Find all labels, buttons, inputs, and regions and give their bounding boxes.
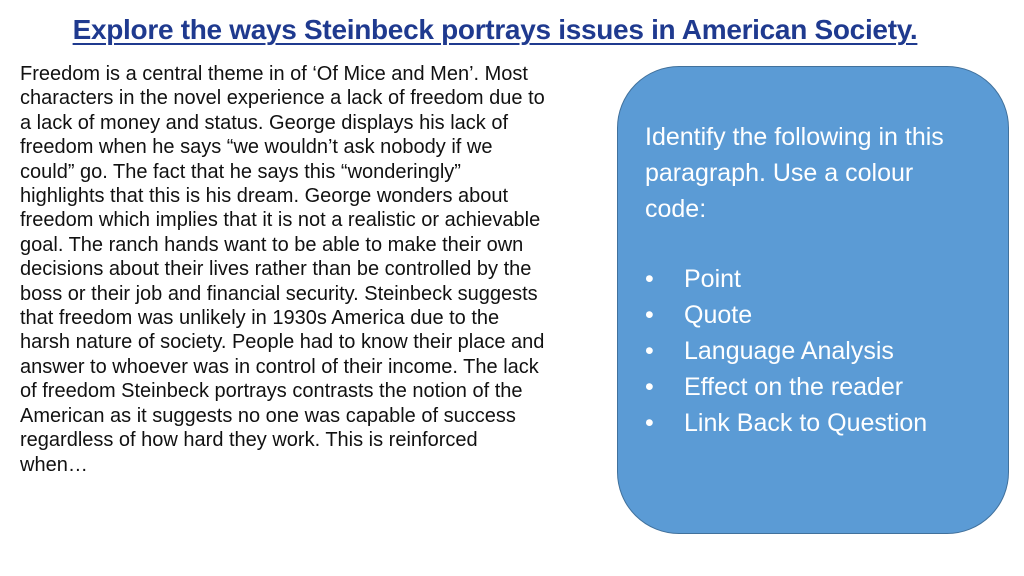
- colour-code-list: [645, 261, 927, 441]
- page-title: Explore the ways Steinbeck portrays issues in American Society.: [72, 14, 918, 45]
- list-item-label: Effect on the reader: [684, 373, 904, 401]
- list-item-label: Language Analysis: [684, 337, 894, 365]
- list-item-label: Link Back to Question: [684, 409, 928, 437]
- list-item-label: Point: [684, 265, 741, 293]
- callout-instruction: Identify the following in this paragraph. Use a colour code:: [645, 123, 944, 223]
- list-item-language-analysis: [645, 333, 927, 369]
- list-item-point: [645, 261, 927, 297]
- bullet-icon: •: [645, 265, 654, 293]
- task-callout-box: [617, 66, 1009, 534]
- list-item-link-back: [645, 405, 927, 441]
- bullet-icon: •: [645, 409, 654, 437]
- bullet-icon: •: [645, 301, 654, 329]
- list-item-label: Quote: [684, 301, 753, 329]
- list-item-effect-on-reader: [645, 369, 927, 405]
- bullet-icon: •: [645, 373, 654, 401]
- list-item-quote: [645, 297, 927, 333]
- bullet-icon: •: [645, 337, 654, 365]
- body-paragraph: Freedom is a central theme in of ‘Of Mice and Men’. Most characters in the novel experience a lack of freedom due to a lack of money and status. George displays his lack of freedom when he says “we wouldn’t ask nobody if we could” go. The fact that he says this “wonderingly” highlights that this is his dream. George wonders about freedom which implies that it is not a realistic or achievable goal. The ranch hands want to be able to make their own decisions about their lives rather than be controlled by the boss or their job and financial security. Steinbeck suggests that freedom was unlikely in 1930s America due to the harsh nature of society. People had to know their place and answer to whoever was in control of their income. The lack of freedom Steinbeck portrays contrasts the notion of the American as it suggests no one was capable of success regardless of how hard they work. This is reinforced when…: [20, 63, 545, 476]
